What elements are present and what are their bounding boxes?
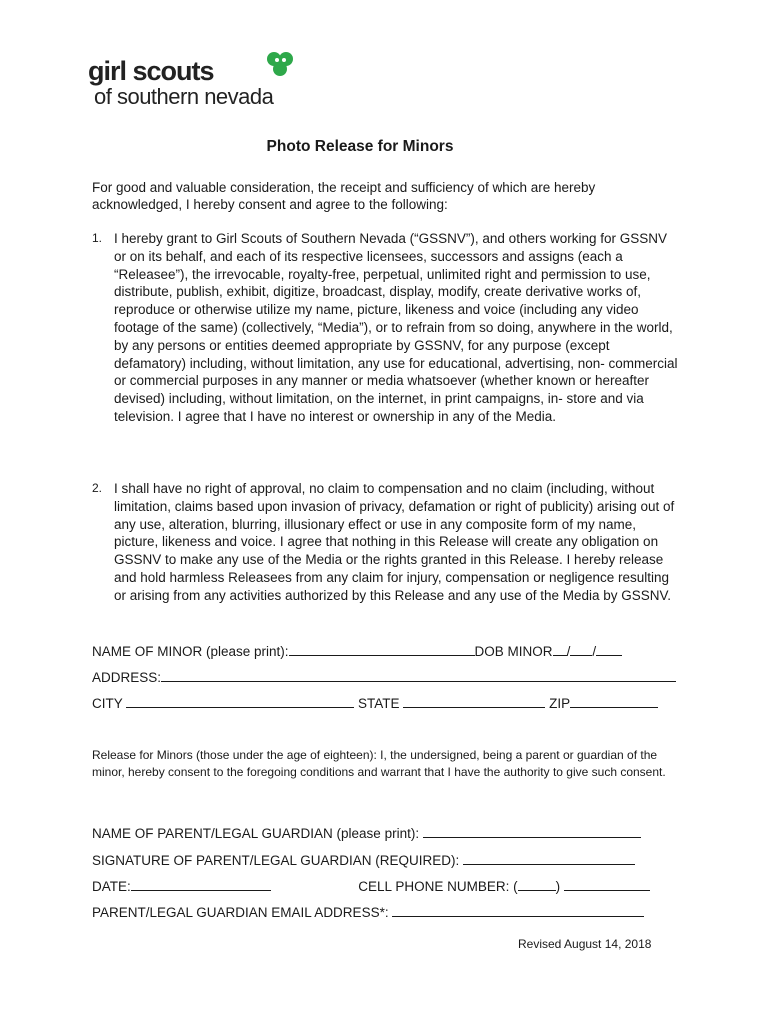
page-title: Photo Release for Minors [266, 138, 454, 155]
phone-paren: ) [555, 879, 561, 894]
list-item [92, 480, 682, 605]
release-note: Release for Minors (those under the age of eighteen): I, the undersigned, being a parent or guardian of the minor, hereby consent to the foregoing conditions and warrant that I have the authority to give such consent. [92, 748, 666, 779]
trefoil-icon [265, 50, 295, 78]
list-item [92, 230, 682, 426]
state-label: STATE [358, 696, 400, 711]
minor-name-label: NAME OF MINOR (please print): [92, 644, 289, 659]
item-number: 2. [92, 481, 103, 495]
intro-paragraph: For good and valuable consideration, the receipt and sufficiency of which are hereby acknowledged, I hereby consent and agree to the following: [92, 180, 596, 212]
dob-year-field[interactable] [596, 642, 622, 656]
date-label: DATE: [92, 879, 131, 894]
city-state-zip-row [92, 694, 658, 712]
signature-label: SIGNATURE OF PARENT/LEGAL GUARDIAN (REQUIRED): [92, 853, 460, 868]
dob-month-field[interactable] [553, 642, 567, 656]
zip-field[interactable] [570, 694, 658, 708]
address-row [92, 668, 676, 686]
item-text: I shall have no right of approval, no claim to compensation and no claim (including, without limitation, claims based upon invasion of privacy, defamation or right of publicity) arising out of any use, alteration, blurring, illusionary effect or use in any composite form of my name, picture, likeness and voice. I agree that nothing in this Release will create any obligation on GSSNV to make any use of the Media or the rights granted in this Release. I hereby release and hold harmless Releasees from any claim for injury, compensation or negligence resulting or arising from any activities authorized by this Release and any use of the Media by GSSNV. [114, 481, 675, 603]
guardian-name-label: NAME OF PARENT/LEGAL GUARDIAN (please print): [92, 826, 420, 841]
organization-logo [88, 48, 298, 114]
guardian-name-row [92, 824, 641, 842]
dob-label: DOB MINOR [474, 644, 553, 659]
state-field[interactable] [403, 694, 545, 708]
signature-row [92, 851, 635, 869]
guardian-name-field[interactable] [423, 824, 641, 838]
minor-name-field[interactable] [289, 642, 475, 656]
item-text: I hereby grant to Girl Scouts of Southern Nevada (“GSSNV”), and others working for GSSNV or on its behalf, and each of its respective licensees, successors and assigns (each a “Releasee”), the irrevocable, royalty-free, perpetual, unlimited right and permission to use, distribute, publish, exhibit, digitize, broadcast, display, modify, create derivative works of, reproduce or otherwise utilize my name, picture, likeness and voice (including any video footage of the same) (collectively, “Media”), or to refrain from so doing, anywhere in the world, by any persons or entities deemed appropriate by GSSNV, for any purpose (except defamatory) including, without limitation, any use for educational, advertising, non- commercial or commercial purposes in any manner or media whatsoever (whether known or hereafter devised) including, without limitation, on the internet, in print campaigns, in- store and via television. I agree that I have no interest or ownership in any of the Media. [114, 231, 678, 424]
address-label: ADDRESS: [92, 670, 162, 685]
area-code-field[interactable] [518, 877, 556, 891]
email-label: PARENT/LEGAL GUARDIAN EMAIL ADDRESS*: [92, 905, 389, 920]
logo-line1: girl scouts [88, 56, 214, 86]
phone-label: CELL PHONE NUMBER: ( [358, 879, 518, 894]
zip-label: ZIP [549, 696, 571, 711]
signature-field[interactable] [463, 851, 635, 865]
item-number: 1. [92, 231, 103, 245]
phone-number-field[interactable] [564, 877, 650, 891]
email-field[interactable] [392, 903, 644, 917]
email-row [92, 903, 644, 921]
dob-day-field[interactable] [570, 642, 592, 656]
revised-date: Revised August 14, 2018 [518, 937, 652, 951]
address-field[interactable] [161, 668, 676, 682]
city-label: CITY [92, 696, 123, 711]
logo-line2: of southern nevada [94, 84, 274, 109]
date-field[interactable] [131, 877, 271, 891]
date-phone-row [92, 877, 650, 895]
minor-name-row: NAME OF MINOR (please print): DOB MINOR / / [92, 642, 622, 660]
city-field[interactable] [126, 694, 354, 708]
